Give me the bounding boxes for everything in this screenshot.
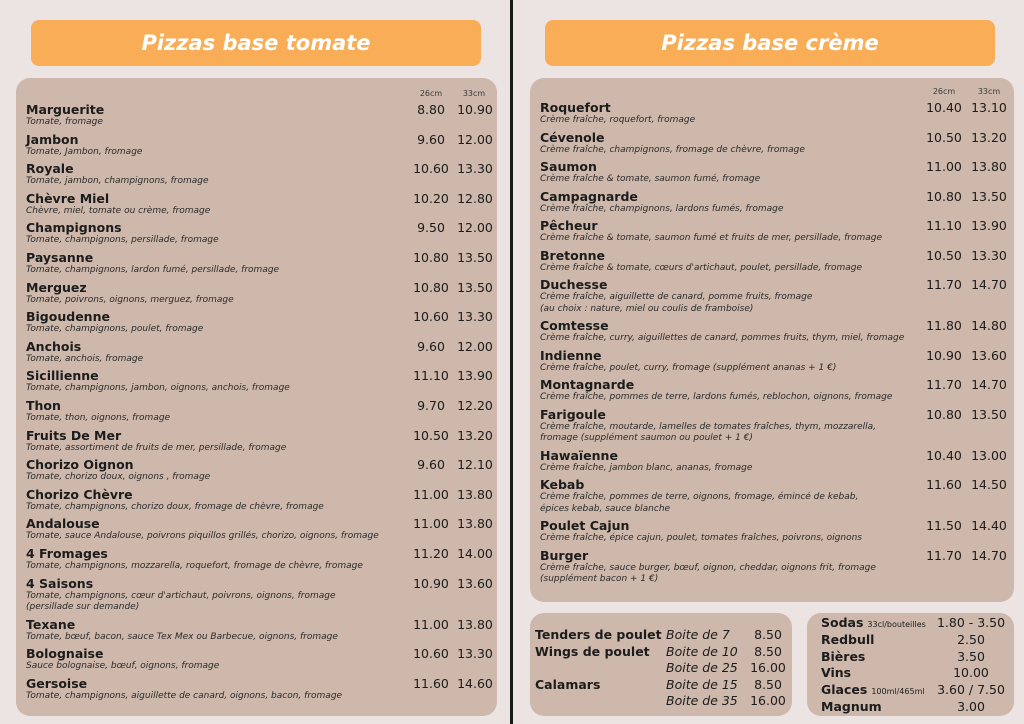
price-33cm: 13.30 <box>457 161 493 177</box>
item-name: Bigoudenne <box>26 309 110 325</box>
price-26cm: 11.20 <box>413 546 449 561</box>
price-33cm: 13.50 <box>457 250 493 265</box>
menu-item <box>26 309 493 336</box>
menu-item <box>26 516 493 543</box>
price-26cm: 11.70 <box>926 277 962 292</box>
menu-item <box>540 188 1007 216</box>
sides-panel <box>530 613 792 716</box>
side-row <box>535 676 787 693</box>
price-33cm: 13.30 <box>457 309 493 325</box>
price-33cm: 13.80 <box>457 516 493 532</box>
side-row <box>535 692 787 709</box>
item-description: Crème fraîche, épice cajun, poulet, tomates fraîches, poivrons, oignons <box>540 533 862 543</box>
menu-item <box>26 646 493 673</box>
item-description: Crème fraîche, curry, aiguillettes de canard, pommes fruits, thym, miel, fromage <box>540 333 905 343</box>
menu-item <box>26 486 493 514</box>
item-name: Anchois <box>26 338 82 354</box>
price-33cm: 14.70 <box>971 277 1007 292</box>
menu-item <box>26 220 493 247</box>
item-name: Comtesse <box>540 318 609 333</box>
size-26-label: 26cm <box>419 89 443 98</box>
side-box-size: Boite de 35 <box>666 693 738 709</box>
price-33cm: 13.50 <box>457 279 493 295</box>
item-name: Indienne <box>540 347 602 363</box>
drink-price: 10.00 <box>953 665 989 681</box>
drink-name: Redbull <box>821 631 875 647</box>
item-description: Crème fraîche, pommes de terre, oignons, fromage, émincé de kebab, <box>540 492 859 502</box>
price-26cm: 10.40 <box>926 100 962 115</box>
item-description: Tomate, champignons, mozzarella, roquefort, fromage de chèvre, fromage <box>26 561 363 571</box>
menu-item <box>540 277 1007 315</box>
price-26cm: 10.60 <box>413 646 449 662</box>
drink-row <box>821 648 1011 665</box>
drink-row <box>821 698 1011 715</box>
price-33cm: 14.40 <box>971 518 1007 533</box>
drink-price: 2.50 <box>957 631 985 647</box>
side-name: Wings de poulet <box>535 643 650 659</box>
menu-item <box>26 616 493 644</box>
price-26cm: 9.50 <box>417 220 445 236</box>
item-description: Crème fraîche, jambon blanc, ananas, fromage <box>540 462 753 473</box>
item-name: Montagnarde <box>540 377 635 392</box>
item-name: Saumon <box>540 159 597 174</box>
menu-item <box>540 518 1007 545</box>
item-description: Chèvre, miel, tomate ou crème, fromage <box>26 205 211 216</box>
price-26cm: 9.60 <box>417 457 445 473</box>
side-name: Tenders de poulet <box>535 627 662 642</box>
item-name: Chèvre Miel <box>26 190 110 206</box>
drink-name: Vins <box>821 665 852 681</box>
creme-banner <box>545 20 995 66</box>
price-33cm: 13.20 <box>457 427 493 443</box>
price-26cm: 10.60 <box>413 309 449 325</box>
item-description: Tomate, chorizo doux, oignons , fromage <box>26 472 211 483</box>
price-33cm: 13.30 <box>971 247 1007 263</box>
item-description: Tomate, champignons, poulet, fromage <box>26 324 204 335</box>
item-name: Jambon <box>26 131 79 147</box>
item-name: Paysanne <box>26 250 94 265</box>
item-name: Bretonne <box>540 247 606 263</box>
tomate-banner <box>31 20 481 66</box>
price-26cm: 11.00 <box>413 486 449 502</box>
item-description: Crème fraîche, moutarde, lamelles de tomates fraîches, thym, mozzarella, <box>540 421 877 432</box>
drink-price: 3.60 / 7.50 <box>937 682 1005 698</box>
price-33cm: 13.60 <box>457 575 493 591</box>
drink-row <box>821 681 1011 698</box>
price-26cm: 11.50 <box>926 518 962 533</box>
price-26cm: 10.40 <box>926 447 962 463</box>
item-name: Sicillienne <box>26 368 99 384</box>
item-name: Duchesse <box>540 277 608 292</box>
menu-item <box>26 398 493 425</box>
item-description: Tomate, champignons, cœur d'artichaut, poivrons, oignons, fromage <box>26 590 336 601</box>
drink-price: 3.00 <box>957 699 985 714</box>
item-description: Tomate, champignons, aiguillette de canard, oignons, bacon, fromage <box>26 690 343 701</box>
tomate-panel <box>16 78 497 716</box>
item-description: Tomate, champignons, persillade, fromage <box>26 235 219 246</box>
price-33cm: 13.90 <box>971 218 1007 233</box>
menu-item <box>26 338 493 366</box>
price-26cm: 9.60 <box>417 338 445 354</box>
item-description: Crème fraîche & tomate, saumon fumé, fromage <box>540 174 761 184</box>
menu-item <box>540 477 1007 515</box>
price-26cm: 9.70 <box>417 398 445 413</box>
price-33cm: 13.60 <box>971 347 1007 363</box>
item-name: Farigoule <box>540 406 606 422</box>
menu-item <box>26 368 493 395</box>
price-26cm: 11.00 <box>926 159 962 174</box>
menu-item <box>26 161 493 188</box>
price-26cm: 11.10 <box>926 218 962 233</box>
price-33cm: 14.70 <box>971 547 1007 563</box>
item-description: (persillade sur demande) <box>26 602 140 613</box>
price-33cm: 12.20 <box>457 398 493 413</box>
price-33cm: 14.80 <box>971 318 1007 333</box>
drink-name: Magnum <box>821 699 882 714</box>
page-divider <box>510 0 513 724</box>
item-name: Chorizo Chèvre <box>26 486 133 502</box>
drink-price: 3.50 <box>957 648 985 664</box>
menu-item <box>540 318 1007 345</box>
item-description: Tomate, champignons, chorizo doux, fromage de chèvre, fromage <box>26 501 324 512</box>
price-33cm: 12.00 <box>457 131 493 147</box>
side-row <box>535 643 787 660</box>
menu-item <box>26 575 493 614</box>
side-box-size: Boite de 10 <box>666 643 738 659</box>
item-name: 4 Saisons <box>26 575 94 591</box>
item-description: Tomate, jambon, champignons, fromage <box>26 176 209 187</box>
price-33cm: 13.00 <box>971 447 1007 463</box>
side-box-size: Boite de 7 <box>666 627 730 642</box>
menu-item <box>26 546 493 573</box>
drink-row <box>821 631 1011 648</box>
drink-note: 33cl/bouteilles <box>867 620 926 629</box>
price-33cm: 13.10 <box>971 100 1007 115</box>
item-name: Roquefort <box>540 100 611 115</box>
price-33cm: 13.20 <box>971 129 1007 145</box>
drinks-panel <box>807 613 1014 716</box>
menu-item <box>540 447 1007 475</box>
menu-item <box>26 190 493 218</box>
item-name: Kebab <box>540 477 585 492</box>
side-row <box>535 626 787 643</box>
menu-item <box>26 675 493 703</box>
size-33-label: 33cm <box>977 87 1001 96</box>
price-33cm: 14.70 <box>971 377 1007 392</box>
item-name: Pêcheur <box>540 218 598 233</box>
menu-item <box>540 377 1007 404</box>
item-description: Sauce bolognaise, bœuf, oignons, fromage <box>26 661 220 672</box>
item-description: Tomate, assortiment de fruits de mer, persillade, fromage <box>26 442 287 453</box>
drink-name: Bières <box>821 648 866 664</box>
side-row <box>535 659 787 676</box>
item-description: (supplément bacon + 1 €) <box>540 574 659 584</box>
price-26cm: 11.60 <box>926 477 962 492</box>
item-name: Fruits De Mer <box>26 427 122 443</box>
price-33cm: 14.60 <box>457 675 493 691</box>
menu-item <box>26 279 493 307</box>
side-price: 8.50 <box>754 676 782 692</box>
price-26cm: 10.50 <box>926 247 962 263</box>
item-description: Tomate, sauce Andalouse, poivrons piquillos grillés, chorizo, oignons, fromage <box>26 531 379 542</box>
drink-note: 100ml/465ml <box>871 687 925 697</box>
item-name: Texane <box>26 616 76 632</box>
item-description: Crème fraîche, aiguillette de canard, pomme fruits, fromage <box>540 292 813 302</box>
price-33cm: 13.50 <box>971 188 1007 204</box>
menu-item <box>540 100 1007 127</box>
item-name: Gersoise <box>26 675 88 691</box>
price-26cm: 10.50 <box>413 427 449 443</box>
menu-item <box>540 159 1007 186</box>
price-33cm: 13.30 <box>457 646 493 662</box>
item-name: Bolognaise <box>26 646 104 662</box>
item-name: Burger <box>540 547 589 563</box>
item-description: Crème fraîche, champignons, lardons fumés, fromage <box>540 203 784 214</box>
price-26cm: 10.60 <box>413 161 449 177</box>
price-26cm: 10.80 <box>413 279 449 295</box>
drink-name: Sodas <box>821 615 864 630</box>
price-33cm: 12.80 <box>457 190 493 206</box>
price-26cm: 11.10 <box>413 368 449 384</box>
item-name: Marguerite <box>26 102 105 117</box>
item-description: Tomate, fromage <box>26 117 103 127</box>
side-name: Calamars <box>535 676 601 692</box>
menu-item <box>26 250 493 277</box>
side-price: 16.00 <box>750 660 786 676</box>
price-33cm: 13.80 <box>971 159 1007 174</box>
item-name: Thon <box>26 398 61 413</box>
price-26cm: 11.70 <box>926 377 962 392</box>
price-33cm: 10.90 <box>457 102 493 117</box>
side-box-size: Boite de 25 <box>666 660 738 676</box>
size-26-label: 26cm <box>932 87 956 96</box>
menu-item <box>26 457 493 484</box>
menu-item <box>540 218 1007 245</box>
price-33cm: 12.00 <box>457 338 493 354</box>
creme-panel <box>530 78 1014 602</box>
item-description: Crème fraîche, pommes de terre, lardons fumés, reblochon, oignons, fromage <box>540 392 893 402</box>
menu-item <box>540 406 1007 445</box>
price-33cm: 14.00 <box>457 546 493 561</box>
price-26cm: 9.60 <box>417 131 445 147</box>
price-33cm: 13.80 <box>457 616 493 632</box>
price-26cm: 10.80 <box>413 250 449 265</box>
price-26cm: 11.00 <box>413 616 449 632</box>
menu-item <box>26 102 493 129</box>
item-description: Tomate, thon, oignons, fromage <box>26 413 171 423</box>
item-name: Cévenole <box>540 129 605 145</box>
item-description: Tomate, bœuf, bacon, sauce Tex Mex ou Barbecue, oignons, fromage <box>26 631 338 642</box>
item-name: 4 Fromages <box>26 546 108 561</box>
price-33cm: 13.80 <box>457 486 493 502</box>
price-33cm: 13.50 <box>971 406 1007 422</box>
menu-item <box>540 247 1007 275</box>
item-description: fromage (supplément saumon ou poulet + 1 €) <box>540 433 753 443</box>
item-description: Crème fraîche, roquefort, fromage <box>540 115 696 125</box>
side-price: 16.00 <box>750 693 786 709</box>
price-26cm: 10.20 <box>413 190 449 206</box>
item-description: Crème fraîche, sauce burger, bœuf, oignon, cheddar, oignons frit, fromage <box>540 562 876 573</box>
menu-item <box>540 129 1007 157</box>
price-26cm: 11.60 <box>413 675 449 691</box>
item-description: épices kebab, sauce blanche <box>540 503 671 514</box>
item-description: Tomate, Jambon, fromage <box>26 146 143 157</box>
price-33cm: 12.10 <box>457 457 493 473</box>
price-33cm: 13.90 <box>457 368 493 384</box>
price-26cm: 10.80 <box>926 406 962 422</box>
side-box-size: Boite de 15 <box>666 676 738 692</box>
drink-name: Glaces <box>821 682 868 698</box>
item-name: Chorizo Oignon <box>26 457 134 473</box>
creme-title: Pizzas base crème <box>661 31 879 55</box>
item-name: Poulet Cajun <box>540 518 630 533</box>
item-description: Crème fraîche, poulet, curry, fromage (supplément ananas + 1 €) <box>540 362 837 373</box>
drink-row <box>821 664 1011 681</box>
price-26cm: 11.80 <box>926 318 962 333</box>
item-description: Tomate, champignons, lardon fumé, persillade, fromage <box>26 265 280 275</box>
item-description: Tomate, anchois, fromage <box>26 353 144 364</box>
tomate-title: Pizzas base tomate <box>141 31 371 55</box>
price-26cm: 10.50 <box>926 129 962 145</box>
item-name: Campagnarde <box>540 188 638 204</box>
menu-item <box>26 427 493 455</box>
price-33cm: 12.00 <box>457 220 493 236</box>
menu-item <box>26 131 493 159</box>
price-26cm: 11.70 <box>926 547 962 563</box>
item-description: Tomate, poivrons, oignons, merguez, fromage <box>26 294 234 305</box>
price-26cm: 10.90 <box>926 347 962 363</box>
item-name: Royale <box>26 161 74 177</box>
item-description: Crème fraîche & tomate, cœurs d'artichaut, poulet, persillade, fromage <box>540 262 863 273</box>
price-26cm: 8.80 <box>417 102 445 117</box>
item-description: Crème fraîche & tomate, saumon fumé et fruits de mer, persillade, fromage <box>540 233 883 243</box>
item-description: Crème fraîche, champignons, fromage de chèvre, fromage <box>540 144 805 155</box>
price-26cm: 11.00 <box>413 516 449 532</box>
item-name: Champignons <box>26 220 122 236</box>
side-price: 8.50 <box>754 643 782 659</box>
price-26cm: 10.90 <box>413 575 449 591</box>
size-33-label: 33cm <box>462 89 486 98</box>
item-name: Hawaïenne <box>540 447 618 463</box>
side-price: 8.50 <box>754 627 782 642</box>
price-26cm: 10.80 <box>926 188 962 204</box>
price-33cm: 14.50 <box>971 477 1007 492</box>
menu-item <box>540 347 1007 375</box>
drink-price: 1.80 - 3.50 <box>936 615 1006 630</box>
menu-item <box>540 547 1007 586</box>
item-description: Tomate, champignons, jambon, oignons, anchois, fromage <box>26 383 290 394</box>
item-name: Merguez <box>26 279 87 295</box>
drink-row <box>821 614 1011 631</box>
item-name: Andalouse <box>26 516 100 532</box>
item-description: (au choix : nature, miel ou coulis de framboise) <box>540 303 754 314</box>
